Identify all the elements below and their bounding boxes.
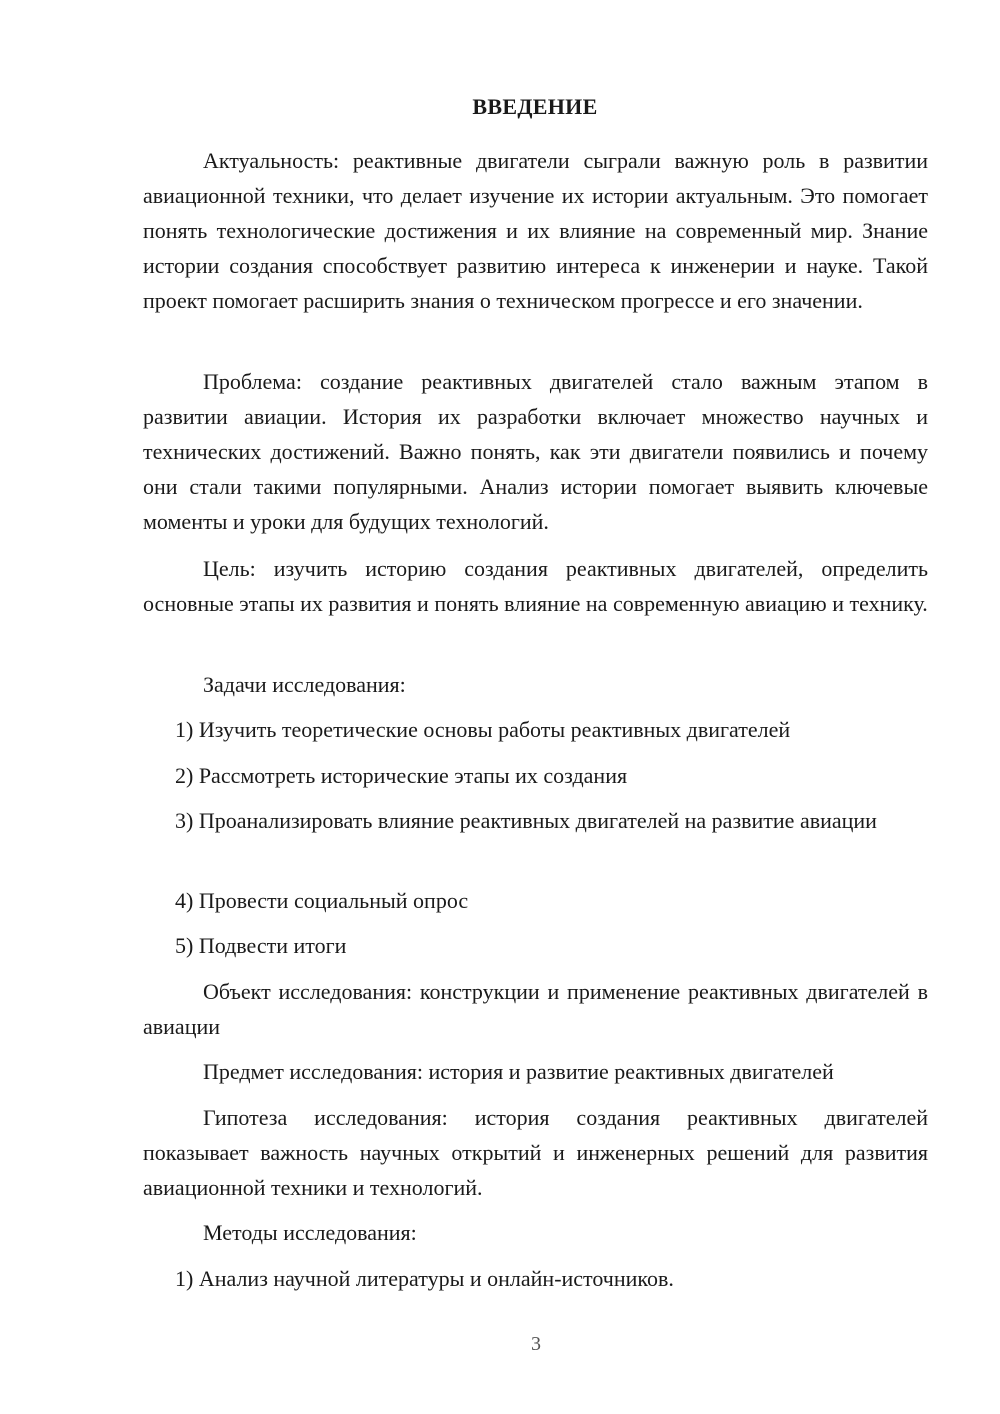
method-item-1: 1) Анализ научной литературы и онлайн-источников. [175,1266,674,1291]
paragraph-object: Объект исследования: конструкции и применение реактивных двигателей в авиации [143,979,928,1039]
task-item-5: 5) Подвести итоги [175,933,347,958]
paragraph-goal: Цель: изучить историю создания реактивных двигателей, определить основные этапы их развития и понять влияние на современную авиацию и технику. [143,556,928,616]
task-item-2: 2) Рассмотреть исторические этапы их создания [175,763,628,788]
methods-heading: Методы исследования: [203,1220,417,1245]
paragraph-relevance: Актуальность: реактивные двигатели сыграли важную роль в развитии авиационной техники, что делает изучение их истории актуальным. Это помогает понять технологические достижения и их влияние на современный мир. Знание истории создания способствует развитию интереса к инженерии и науке. Такой проект помогает расширить знания о техническом прогрессе и его значении. [143,148,928,313]
task-item-1: 1) Изучить теоретические основы работы реактивных двигателей [175,717,791,742]
paragraph-hypothesis: Гипотеза исследования: история создания реактивных двигателей показывает важность научных открытий и инженерных решений для развития авиационной техники и технологий. [143,1105,928,1200]
task-item-3: 3) Проанализировать влияние реактивных двигателей на развитие авиации [175,808,877,833]
page-number: 3 [531,1333,541,1355]
section-title: ВВЕДЕНИЕ [472,94,598,119]
paragraph-subject: Предмет исследования: история и развитие реактивных двигателей [203,1059,834,1084]
tasks-heading: Задачи исследования: [203,672,406,697]
paragraph-problem: Проблема: создание реактивных двигателей стало важным этапом в развитии авиации. История их разработки включает множество научных и технических достижений. Важно понять, как эти двигатели появились и почему они стали такими популярными. Анализ истории помогает выявить ключевые моменты и уроки для будущих технологий. [143,369,928,534]
task-item-4: 4) Провести социальный опрос [175,888,469,913]
